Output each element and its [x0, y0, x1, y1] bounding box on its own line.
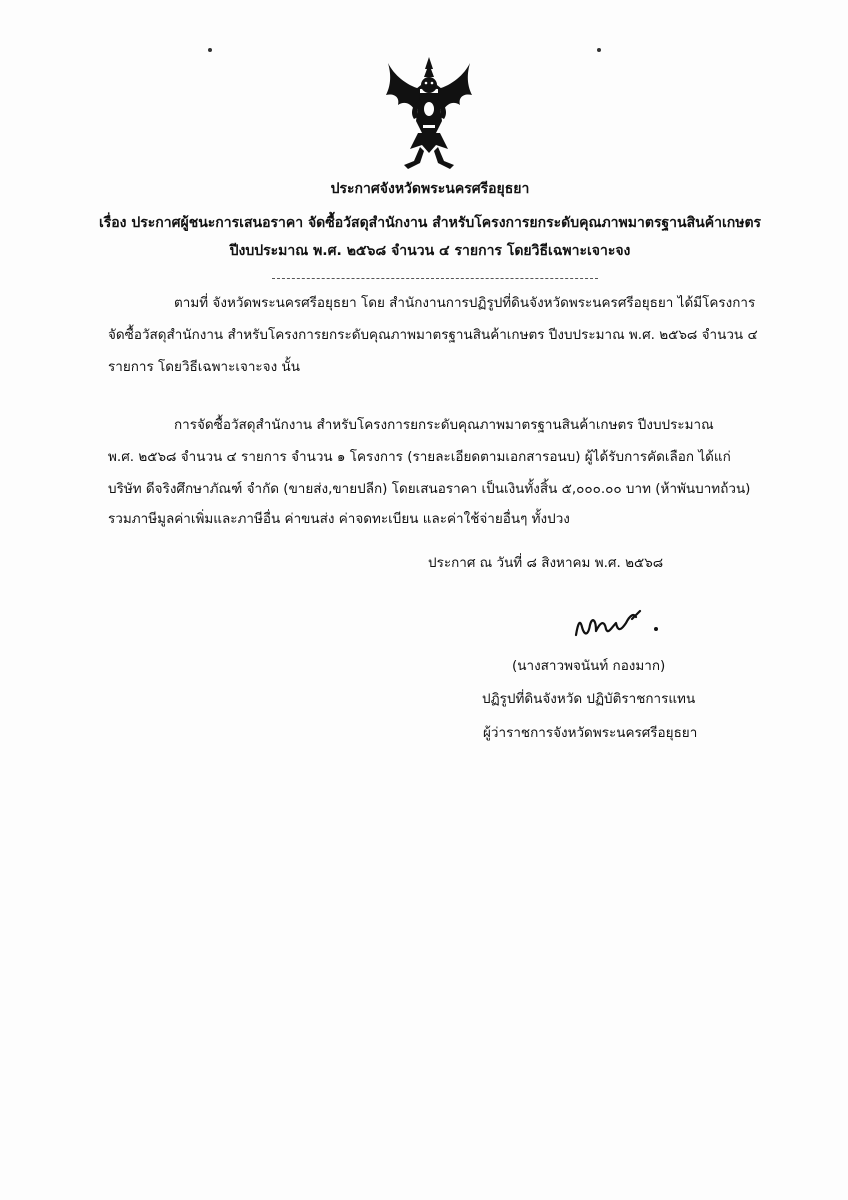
announcement-subject-line-1: เรื่อง ประกาศผู้ชนะการเสนอราคา จัดซื้อวัสดุสำนักงาน สำหรับโครงการยกระดับคุณภาพมาตรฐานสินค้าเกษตร [98, 215, 762, 231]
paragraph-2-line-3: บริษัท ดีจริงศึกษาภัณฑ์ จำกัด (ขายส่ง,ขายปลีก) โดยเสนอราคา เป็นเงินทั้งสิ้น ๕,๐๐๐.๐๐ บาท (ห้าพันบาทถ้วน) [108, 481, 751, 497]
header-divider [272, 278, 598, 279]
paragraph-2-line-2: พ.ศ. ๒๕๖๘ จำนวน ๔ รายการ จำนวน ๑ โครงการ (รายละเอียดตามเอกสารอนบ) ผู้ได้รับการคัดเลือก ได้แก่ [108, 449, 731, 465]
announcement-subject-line-2: ปีงบประมาณ พ.ศ. ๒๕๖๘ จำนวน ๔ รายการ โดยวิธีเฉพาะเจาะจง [229, 243, 631, 259]
scan-speck [208, 48, 212, 52]
scan-speck [597, 48, 601, 52]
signatory-position-line-1: ปฏิรูปที่ดินจังหวัด ปฏิบัติราชการแทน [482, 691, 696, 707]
signatory-name: (นางสาวพจนันท์ กองมาก) [512, 658, 666, 674]
paragraph-1-line-3: รายการ โดยวิธีเฉพาะเจาะจง นั้น [108, 359, 300, 375]
garuda-emblem-icon [384, 55, 474, 173]
paragraph-1-line-1: ตามที่ จังหวัดพระนครศรีอยุธยา โดย สำนักงานการปฏิรูปที่ดินจังหวัดพระนครศรีอยุธยา ได้มีโครงการ [174, 295, 756, 311]
paragraph-1-line-2: จัดซื้อวัสดุสำนักงาน สำหรับโครงการยกระดับคุณภาพมาตรฐานสินค้าเกษตร ปีงบประมาณ พ.ศ. ๒๕๖๘ จำนวน ๔ [108, 327, 758, 343]
announcement-title: ประกาศจังหวัดพระนครศรีอยุธยา [330, 181, 530, 197]
paragraph-2-line-4: รวมภาษีมูลค่าเพิ่มและภาษีอื่น ค่าขนส่ง ค่าจดทะเบียน และค่าใช้จ่ายอื่นๆ ทั้งปวง [108, 511, 570, 527]
paragraph-2-line-1: การจัดซื้อวัสดุสำนักงาน สำหรับโครงการยกระดับคุณภาพมาตรฐานสินค้าเกษตร ปีงบประมาณ [174, 417, 714, 433]
handwritten-signature [570, 605, 670, 645]
signatory-position-line-2: ผู้ว่าราชการจังหวัดพระนครศรีอยุธยา [483, 725, 698, 741]
announcement-date: ประกาศ ณ วันที่ ๘ สิงหาคม พ.ศ. ๒๕๖๘ [428, 555, 664, 571]
